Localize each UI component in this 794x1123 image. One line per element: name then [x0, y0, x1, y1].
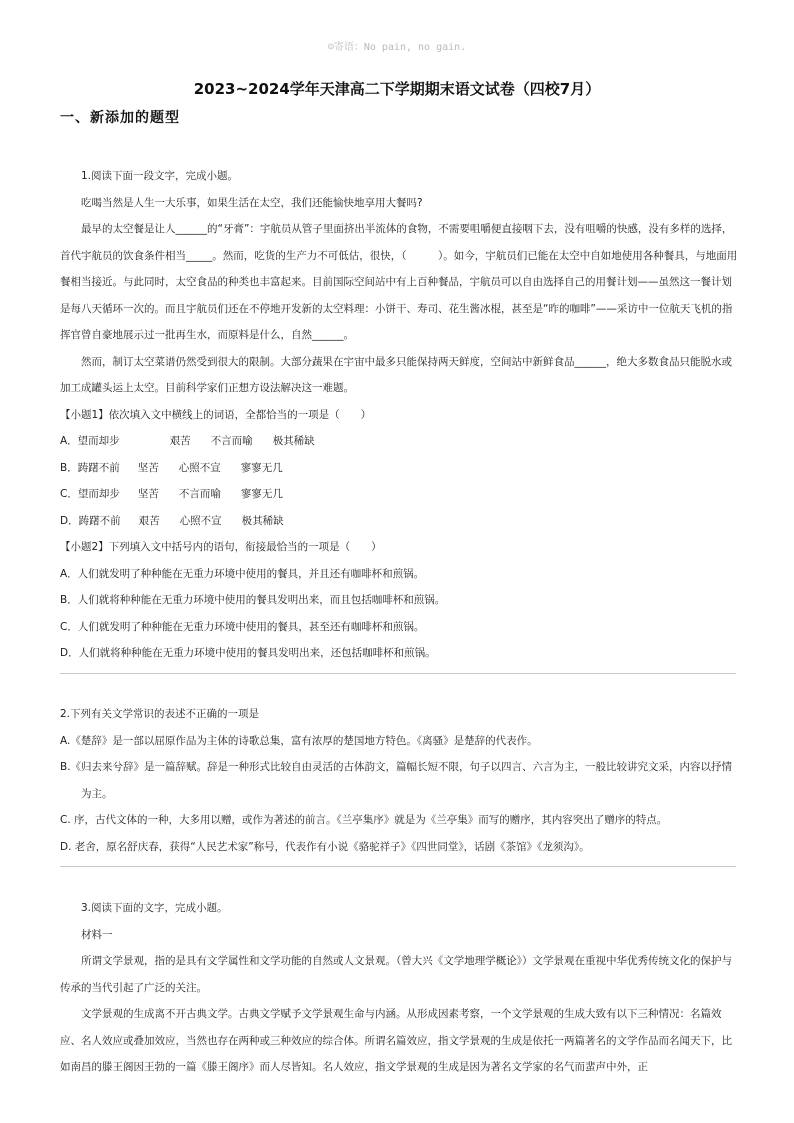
q1-sub2-option-a[interactable]: A．人们就发明了种种能在无重力环境中使用的餐具，并且还有咖啡杯和煎锅。: [60, 567, 425, 580]
option-word: C．望而却步: [60, 488, 120, 500]
q2-option-a[interactable]: A.《楚辞》是一部以屈原作品为主体的诗歌总集，富有浓厚的楚国地方特色。《离骚》是楚辞的代表作。: [60, 734, 538, 747]
q2-option-b[interactable]: B.《归去来兮辞》是一篇辞赋。辞是一种形式比较自由灵活的古体韵文，篇幅长短不限，句子以四言、六言为主，一般比较讲究文采，内容以抒情为主。: [60, 761, 733, 800]
q3-paragraph: 文学景观的生成离不开古典文学。古典文学赋予文学景观生命与内涵。从形成因素考察，一个文学景观的生成大致有以下三种情况：名篇效应、名人效应或叠加效应，当然也存在两种或三种效应的综合体。所谓名篇效应，指文学景观的生成是依托一两篇著名的文学作品而名闻天下，比如南昌的滕王阁因王勃的一篇《滕王阁序》而人尽皆知。名人效应，指文学景观的生成是因为著名文学家的名气而蜚声中外，正: [60, 1008, 732, 1073]
q1-sub1-option-d[interactable]: [60, 508, 740, 535]
q1-intro: 1.阅读下面一段文字，完成小题。: [81, 170, 239, 182]
page-title: 2023~2024学年天津高二下学期期末语文试卷（四校7月）: [193, 80, 601, 98]
option-word: 极其稀缺: [272, 435, 315, 447]
q1-sub1-option-c[interactable]: [60, 481, 740, 508]
q1-sub2-option-d[interactable]: D．人们就将种种能在无重力环境中使用的餐具发明出来，还包括咖啡杯和煎锅。: [60, 647, 436, 659]
option-word: 不言而喻: [210, 435, 253, 447]
q1-sub2-option-c[interactable]: C．人们就发明了种种能在无重力环境中使用的餐具，甚至还有咖啡杯和煎锅。: [60, 620, 425, 633]
option-word: 不言而喻: [178, 488, 221, 500]
motto: ☺寄语：No pain, no gain.: [327, 42, 467, 53]
q2-option-c[interactable]: C. 序，古代文体的一种，大多用以赠，或作为著述的前言。《兰亭集序》就是为《兰亭集》而写的赠序，其内容突出了赠序的特点。: [60, 814, 668, 826]
option-word: 坚苦: [137, 488, 159, 500]
divider: [60, 866, 736, 867]
q1-paragraph: 吃喝当然是人生一大乐事，如果生活在太空，我们还能愉快地享用大餐吗?: [81, 196, 423, 209]
option-word: 坚苦: [137, 461, 159, 474]
option-word: 极其稀缺: [241, 514, 284, 527]
question-1: [60, 163, 740, 667]
option-word: 心照不宣: [179, 514, 222, 527]
q1-sub2-option-b[interactable]: B．人们就将种种能在无重力环境中使用的餐具发明出来，而且包括咖啡杯和煎锅。: [60, 594, 446, 606]
q1-sub1-option-a[interactable]: [60, 428, 740, 455]
q3-intro: 3.阅读下面的文字，完成小题。: [81, 902, 228, 914]
option-word: B．踌躇不前: [60, 461, 120, 474]
option-word: 艰苦: [138, 514, 160, 527]
q1-sub2-stem: 【小题2】下列填入文中括号内的语句，衔接最恰当的一项是（ ）: [60, 541, 382, 553]
q1-paragraph: 最早的太空餐是让人______的“牙膏”：宇航员从管子里面挤出半流体的食物，不需要咀嚼便直接咽下去，没有咀嚼的快感，没有多样的选择，首代宇航员的饮食条件相当_____。然而，吃货的生产力不可低估，很快，（ ）。如今，宇航员们已能在太空中自如地使用各种餐具，与地面用餐相当接近。与此同时，太空食品的种类也丰富起来。目前国际空间站中有上百种餐品，宇航员可以自由选择自己的用餐计划——虽然这一餐计划是每八天循环一次的。而且宇航员们还在不停地开发新的太空料理：小饼干、寿司、花生酱冰棍，甚至是“昨的咖啡”——采访中一位航天飞机的指挥官曾自豪地展示过一批再生水，而原料是什么，自然______。: [60, 223, 738, 341]
option-word: 寥寥无几: [240, 488, 283, 500]
option-word: D．踌躇不前: [60, 514, 121, 527]
q1-sub1-stem: 【小题1】依次填入文中横线上的词语，全都恰当的一项是（ ）: [60, 408, 372, 421]
q3-material-label: 材料一: [81, 928, 113, 941]
q3-paragraph: 所谓文学景观，指的是具有文学属性和文学功能的自然或人文景观。（曾大兴《文学地理学概论》）文学景观在重视中华优秀传统文化的保护与传承的当代引起了广泛的关注。: [60, 955, 732, 994]
option-word: 寥寥无几: [240, 461, 283, 474]
divider: [60, 673, 736, 674]
option-word: A．望而却步: [60, 435, 120, 447]
q1-sub1-option-b[interactable]: [60, 455, 740, 482]
option-word: 心照不宣: [178, 461, 221, 474]
question-2: [60, 701, 740, 860]
q2-option-d[interactable]: D. 老舍，原名舒庆春，获得“人民艺术家”称号，代表作有小说《骆驼祥子》《四世同堂》，话剧《茶馆》《龙须沟》。: [60, 840, 590, 853]
q1-paragraph: 然而，制订太空菜谱仍然受到很大的限制。大部分蔬果在宇宙中最多只能保持两天鲜度，空间站中新鲜食品______，绝大多数食品只能脱水或加工成罐头运上太空。目前科学家们正想方设法解决这一难题。: [60, 355, 732, 394]
option-word: 艰苦: [169, 435, 191, 447]
section-heading: 一、新添加的题型: [60, 110, 180, 126]
q2-stem: 2.下列有关文学常识的表述不正确的一项是: [60, 708, 260, 720]
question-3: [60, 895, 740, 1081]
